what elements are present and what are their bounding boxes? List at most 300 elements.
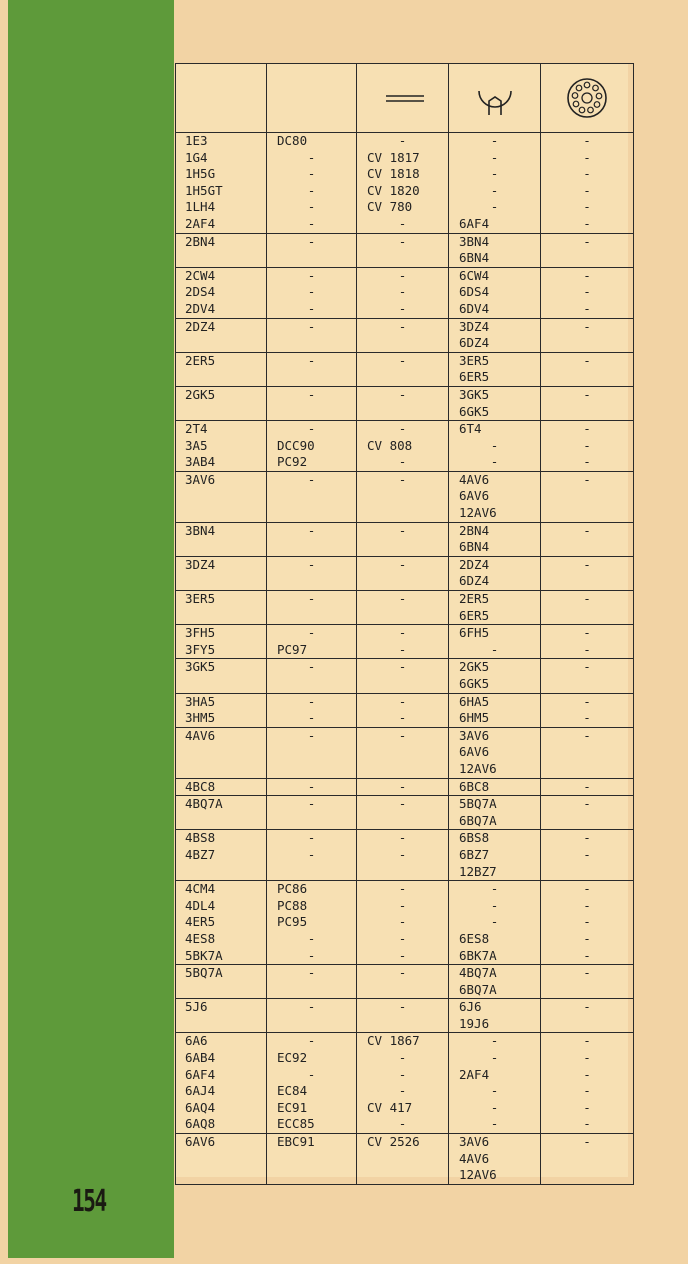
equivalent-value: EC91 [277, 1099, 308, 1115]
socket-value [541, 1016, 633, 1033]
socket-value: - [583, 965, 591, 981]
type-value: 4CM4 [185, 881, 216, 897]
socket-value: - [583, 1116, 591, 1132]
equivalent-value: PC86 [277, 881, 308, 897]
table-row [176, 1134, 634, 1185]
table-row [176, 727, 634, 778]
cv-number-value: - [398, 999, 407, 1015]
table-row [176, 796, 634, 830]
equivalent-cell [267, 471, 357, 522]
table-row [176, 625, 634, 659]
type-value: 1E3 [185, 133, 208, 148]
equivalent-value [267, 608, 356, 625]
type-value [176, 1016, 266, 1033]
type-cell [176, 778, 267, 796]
cv-number-cell [357, 267, 449, 318]
cv-number-value: - [398, 914, 407, 930]
equivalent-cell [267, 522, 357, 556]
type-value: 5BQ7A [185, 965, 223, 981]
cv-number-value: - [398, 556, 407, 572]
socket-value: - [583, 693, 591, 709]
cv-number-cell [357, 830, 449, 881]
heater-alternative-value: 6GK5 [459, 676, 490, 691]
cv-number-value: - [398, 386, 407, 402]
socket-value [541, 1167, 633, 1184]
socket-value: - [583, 625, 591, 641]
cv-number-cell [357, 556, 449, 590]
equivalent-cell [267, 778, 357, 796]
heater-alternative-value: 6BC8 [459, 778, 490, 794]
table-row [176, 318, 634, 352]
type-value: 2DV4 [185, 300, 216, 316]
socket-value [541, 744, 633, 761]
type-value: 3AV6 [185, 471, 216, 487]
cv-number-value: - [398, 133, 407, 148]
equivalent-value: - [307, 318, 316, 334]
cv-number-value: - [398, 965, 407, 981]
type-value [176, 539, 266, 556]
type-cell [176, 830, 267, 881]
socket-cell [541, 471, 634, 522]
type-value: 1H5GT [185, 182, 223, 198]
type-value [176, 608, 266, 625]
cv-number-cell [357, 965, 449, 999]
heater-alternative-cell [449, 830, 541, 881]
socket-value [541, 539, 633, 556]
header-heater-cell [449, 64, 541, 133]
socket-cell [541, 386, 634, 420]
header-equal-cell [357, 64, 449, 133]
equivalent-value: - [307, 830, 316, 846]
heater-alternative-value: 2GK5 [459, 659, 490, 675]
cv-number-value: CV 808 [367, 437, 413, 453]
type-cell [176, 965, 267, 999]
green-sidebar [8, 0, 174, 1258]
type-value: 6A6 [185, 1033, 208, 1049]
cv-number-value [357, 573, 448, 590]
equivalent-value: EC84 [277, 1083, 308, 1099]
socket-value [541, 1151, 633, 1168]
heater-alternative-value: 2BN4 [459, 522, 490, 538]
socket-value: - [583, 710, 591, 726]
socket-cell [541, 133, 634, 234]
cv-number-cell [357, 693, 449, 727]
equivalent-value: PC88 [277, 897, 308, 913]
heater-alternative-value: 6BQ7A [459, 812, 497, 828]
socket-value: - [583, 421, 591, 437]
heater-alternative-value: - [490, 437, 499, 453]
heater-alternative-cell [449, 318, 541, 352]
type-value: 3A5 [185, 437, 208, 453]
cv-number-value [357, 250, 448, 267]
heater-alternative-value: - [490, 1050, 499, 1066]
heater-alternative-value: 4AV6 [459, 471, 490, 487]
socket-value: - [583, 930, 591, 946]
equivalent-cell [267, 386, 357, 420]
type-value: 2AF4 [185, 215, 216, 231]
socket-value: - [583, 556, 591, 572]
heater-alternative-value: 6CW4 [459, 267, 490, 283]
heater-alternative-value: 3ER5 [459, 352, 490, 368]
type-value: 1H5G [185, 166, 216, 182]
heater-alternative-cell [449, 999, 541, 1033]
heater-alternative-value: 4BQ7A [459, 965, 497, 981]
equivalent-value: - [307, 267, 316, 283]
cv-number-value [357, 1167, 448, 1184]
type-value: 1LH4 [185, 199, 216, 215]
header-row [176, 64, 634, 133]
socket-cell [541, 421, 634, 472]
table-row [176, 352, 634, 386]
heater-alternative-value: 6AF4 [459, 215, 490, 231]
type-value: 3DZ4 [185, 556, 216, 572]
equivalent-cell [267, 965, 357, 999]
cv-number-value [357, 813, 448, 830]
equivalent-value: - [307, 796, 316, 812]
heater-alternative-value: 2ER5 [459, 591, 490, 607]
heater-alternative-value: 6BZ7 [459, 846, 490, 862]
socket-value: - [583, 1099, 591, 1115]
cv-number-value: CV 1867 [367, 1033, 420, 1049]
type-value: 4AV6 [185, 727, 216, 743]
heater-alternative-cell [449, 267, 541, 318]
heater-alternative-value: - [490, 881, 499, 897]
cv-number-cell [357, 778, 449, 796]
equivalent-value [267, 369, 356, 386]
socket-value: - [583, 437, 591, 453]
cv-number-cell [357, 999, 449, 1033]
cv-number-value: - [398, 522, 407, 538]
cv-number-value [357, 744, 448, 761]
heater-alternative-cell [449, 659, 541, 693]
tube-equivalents-table-wrap [175, 63, 628, 1183]
type-value: 2DZ4 [185, 318, 216, 334]
equivalent-value: PC97 [277, 641, 308, 657]
equivalent-cell [267, 625, 357, 659]
table-row [176, 693, 634, 727]
socket-value [541, 573, 633, 590]
equivalent-value: - [307, 778, 316, 794]
heater-alternative-cell [449, 796, 541, 830]
equivalent-value: - [307, 659, 316, 675]
heater-alternative-value: 6ES8 [459, 930, 490, 946]
equivalent-value [267, 250, 356, 267]
header-type-cell [176, 64, 267, 133]
cv-number-value: - [398, 778, 407, 794]
heater-alternative-value: 12AV6 [459, 1167, 497, 1183]
type-value: 3BN4 [185, 522, 216, 538]
socket-cell [541, 625, 634, 659]
type-value: 6AQ4 [185, 1099, 216, 1115]
heater-alternative-cell [449, 133, 541, 234]
cv-number-value: - [398, 710, 407, 726]
heater-alternative-value: - [490, 149, 499, 165]
socket-cell [541, 1134, 634, 1185]
socket-value [541, 813, 633, 830]
cv-number-value [357, 505, 448, 522]
table-row [176, 386, 634, 420]
equivalent-value: - [307, 352, 316, 368]
cv-number-value: - [398, 1083, 407, 1099]
equivalent-cell [267, 556, 357, 590]
socket-value: - [583, 947, 591, 963]
equivalent-cell [267, 796, 357, 830]
type-value: 2T4 [185, 421, 208, 437]
type-cell [176, 318, 267, 352]
heater-alternative-value: - [490, 454, 499, 470]
heater-alternative-value: 6BN4 [459, 539, 490, 555]
type-value: 4DL4 [185, 897, 216, 913]
socket-cell [541, 659, 634, 693]
type-cell [176, 693, 267, 727]
cv-number-value: - [398, 796, 407, 812]
heater-alternative-cell [449, 1033, 541, 1134]
socket-value: - [583, 796, 591, 812]
equivalent-value: PC95 [277, 914, 308, 930]
heater-alternative-value: 6T4 [459, 421, 482, 437]
socket-value: - [583, 830, 591, 846]
socket-value: - [583, 881, 591, 897]
cv-number-value: CV 417 [367, 1099, 413, 1115]
type-value: 3HM5 [185, 710, 216, 726]
equivalent-value: - [307, 965, 316, 981]
heater-alternative-value: 6BS8 [459, 830, 490, 846]
socket-value: - [583, 471, 591, 487]
cv-number-value: - [398, 625, 407, 641]
equivalent-value [267, 676, 356, 693]
cv-number-value: - [398, 846, 407, 862]
socket-value: - [583, 1033, 591, 1049]
table-row [176, 881, 634, 965]
equivalent-cell [267, 591, 357, 625]
equivalent-value: EC92 [277, 1050, 308, 1066]
equivalent-value: - [307, 930, 316, 946]
heater-alternative-value: 6DV4 [459, 300, 490, 316]
type-value [176, 404, 266, 421]
equivalent-value: - [307, 1066, 316, 1082]
socket-value: - [583, 215, 591, 231]
heater-alternative-cell [449, 965, 541, 999]
heater-alternative-value: 19J6 [459, 1015, 490, 1031]
type-value: 6AV6 [185, 1134, 216, 1150]
equivalent-value: - [307, 693, 316, 709]
cv-number-value: - [398, 215, 407, 231]
heater-alternative-value: 6AV6 [459, 488, 490, 504]
cv-number-value: - [398, 727, 407, 743]
socket-value [541, 982, 633, 999]
equal-bars-icon [368, 88, 438, 108]
type-value: 4BZ7 [185, 846, 216, 862]
type-value: 6AB4 [185, 1050, 216, 1066]
cv-number-value: - [398, 930, 407, 946]
socket-value: - [583, 846, 591, 862]
socket-value [541, 505, 633, 522]
table-row [176, 556, 634, 590]
socket-value: - [583, 659, 591, 675]
cv-number-cell [357, 318, 449, 352]
socket-value: - [583, 352, 591, 368]
table-row [176, 233, 634, 267]
equivalent-value [267, 744, 356, 761]
table-row [176, 471, 634, 522]
heater-alternative-value: 6BQ7A [459, 981, 497, 997]
cv-number-value: - [398, 641, 407, 657]
heater-alternative-value: 5BQ7A [459, 796, 497, 812]
heater-alternative-value: 6ER5 [459, 369, 490, 385]
socket-value: - [583, 522, 591, 538]
equivalent-value [267, 404, 356, 421]
type-value: 6AF4 [185, 1066, 216, 1082]
heater-alternative-value: 6BK7A [459, 947, 497, 963]
equivalent-value: - [307, 199, 316, 215]
heater-alternative-value: 3AV6 [459, 727, 490, 743]
heater-alternative-cell [449, 778, 541, 796]
type-cell [176, 999, 267, 1033]
type-value [176, 335, 266, 352]
table-row [176, 1033, 634, 1134]
cv-number-cell [357, 522, 449, 556]
header-equivalent-cell [267, 64, 357, 133]
heater-alternative-value: 6J6 [459, 999, 482, 1015]
cv-number-value: - [398, 1050, 407, 1066]
type-value: 4BS8 [185, 830, 216, 846]
heater-alternative-value: 6HM5 [459, 710, 490, 726]
cv-number-value [357, 539, 448, 556]
heater-alternative-value: 2DZ4 [459, 556, 490, 572]
heater-alternative-value: 6DZ4 [459, 335, 490, 351]
heater-alternative-value: 6DS4 [459, 284, 490, 300]
table-row [176, 830, 634, 881]
socket-cell [541, 318, 634, 352]
socket-value: - [583, 1083, 591, 1099]
cv-number-value: - [398, 233, 407, 249]
equivalent-value: - [307, 947, 316, 963]
heater-alternative-cell [449, 727, 541, 778]
heater-alternative-cell [449, 421, 541, 472]
type-value: 4BC8 [185, 778, 216, 794]
type-value [176, 505, 266, 522]
type-cell [176, 556, 267, 590]
heater-alternative-value: 6FH5 [459, 625, 490, 641]
equivalent-value: - [307, 556, 316, 572]
socket-value [541, 761, 633, 778]
cv-number-value: - [398, 591, 407, 607]
heater-alternative-cell [449, 591, 541, 625]
type-value [176, 813, 266, 830]
equivalent-value [267, 761, 356, 778]
equivalent-cell [267, 421, 357, 472]
heater-alternative-value: - [490, 133, 499, 148]
type-value: 6AQ8 [185, 1116, 216, 1132]
table-row [176, 778, 634, 796]
socket-cell [541, 556, 634, 590]
cv-number-value: - [398, 881, 407, 897]
equivalent-value [267, 488, 356, 505]
type-value [176, 488, 266, 505]
heater-alternative-value: 4AV6 [459, 1150, 490, 1166]
equivalent-value: ECC85 [277, 1116, 315, 1132]
cv-number-value: CV 2526 [367, 1134, 420, 1150]
socket-value [541, 404, 633, 421]
socket-cell [541, 352, 634, 386]
socket-cell [541, 693, 634, 727]
cv-number-cell [357, 352, 449, 386]
socket-cell [541, 591, 634, 625]
equivalent-value: - [307, 727, 316, 743]
socket-value: - [583, 454, 591, 470]
cv-number-value [357, 369, 448, 386]
equivalent-value: - [307, 1033, 316, 1049]
type-cell [176, 233, 267, 267]
table-row [176, 965, 634, 999]
equivalent-value [267, 813, 356, 830]
type-value: 4BQ7A [185, 796, 223, 812]
socket-value: - [583, 233, 591, 249]
socket-value: - [583, 1066, 591, 1082]
heater-alternative-value: 12BZ7 [459, 863, 497, 879]
equivalent-value: - [307, 233, 316, 249]
socket-value: - [583, 999, 591, 1015]
socket-value: - [583, 166, 591, 182]
type-value: 2CW4 [185, 267, 216, 283]
socket-value: - [583, 727, 591, 743]
socket-value [541, 335, 633, 352]
type-value: 2BN4 [185, 233, 216, 249]
type-value: 3AB4 [185, 454, 216, 470]
socket-value [541, 864, 633, 881]
socket-value: - [583, 778, 591, 794]
cv-number-value [357, 982, 448, 999]
cv-number-cell [357, 1134, 449, 1185]
type-value: 4ER5 [185, 914, 216, 930]
cv-number-value: - [398, 284, 407, 300]
heater-alternative-value: 12AV6 [459, 505, 497, 521]
type-value: 3FH5 [185, 625, 216, 641]
cv-number-cell [357, 1033, 449, 1134]
heater-alternative-cell [449, 693, 541, 727]
type-value [176, 676, 266, 693]
type-value [176, 1151, 266, 1168]
cv-number-value: - [398, 659, 407, 675]
type-value: 4ES8 [185, 930, 216, 946]
equivalent-value [267, 1016, 356, 1033]
equivalent-value: - [307, 625, 316, 641]
heater-alternative-value: - [490, 182, 499, 198]
heater-alternative-cell [449, 1134, 541, 1185]
type-cell [176, 796, 267, 830]
heater-alternative-value: - [490, 1099, 499, 1115]
heater-alternative-cell [449, 522, 541, 556]
type-cell [176, 522, 267, 556]
socket-value: - [583, 1050, 591, 1066]
cv-number-value [357, 1016, 448, 1033]
header-socket-cell [541, 64, 634, 133]
cv-number-cell [357, 796, 449, 830]
table-row [176, 421, 634, 472]
socket-value: - [583, 149, 591, 165]
equivalent-value: EBC91 [277, 1134, 315, 1150]
socket-cell [541, 965, 634, 999]
cv-number-value: CV 1820 [367, 182, 420, 198]
type-value [176, 1167, 266, 1184]
type-value: 2ER5 [185, 352, 216, 368]
type-value: 2DS4 [185, 284, 216, 300]
socket-value: - [583, 641, 591, 657]
heater-alternative-cell [449, 233, 541, 267]
page-number: 154 [72, 1184, 106, 1219]
type-cell [176, 625, 267, 659]
equivalent-value: - [307, 421, 316, 437]
